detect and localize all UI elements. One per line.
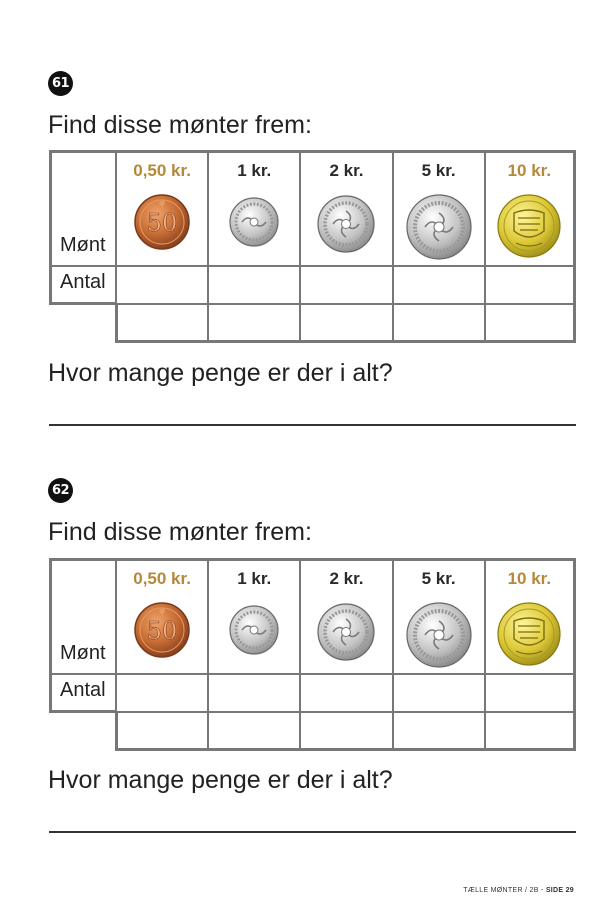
footer-title: TÆLLE MØNTER / 2B - <box>463 887 546 894</box>
value-input-cell[interactable] <box>207 305 299 343</box>
answer-line[interactable] <box>49 424 576 426</box>
exercise-prompt: Find disse mønter frem: <box>48 518 312 546</box>
coin-row <box>49 558 576 675</box>
coin-denomination: 5 kr. <box>421 569 456 588</box>
count-input-cell[interactable] <box>392 675 484 713</box>
coin-denomination: 2 kr. <box>329 569 364 588</box>
answer-line[interactable] <box>49 831 576 833</box>
value-row <box>49 305 576 343</box>
exercise-number-badge: 62 <box>48 478 73 503</box>
coin-denomination: 5 kr. <box>421 161 456 180</box>
coin-denomination: 0,50 kr. <box>133 569 191 588</box>
coin-5-kroner-image <box>394 193 484 263</box>
value-row-spacer <box>49 713 115 751</box>
coin-cell <box>392 558 484 675</box>
value-input-cell[interactable] <box>115 713 207 751</box>
coin-1-krone-image <box>209 601 299 671</box>
coin-cell <box>115 150 207 267</box>
count-input-cell[interactable] <box>115 675 207 713</box>
coin-row-label: Mønt <box>60 642 106 664</box>
count-input-cell[interactable] <box>207 267 299 305</box>
count-row-label: Antal <box>60 271 106 293</box>
coin-5-kroner-image <box>394 601 484 671</box>
coin-row-label-cell <box>49 150 115 267</box>
value-input-cell[interactable] <box>392 305 484 343</box>
coin-50-ore-image <box>117 601 207 671</box>
count-input-cell[interactable] <box>299 675 391 713</box>
coin-2-kroner-image <box>301 601 391 671</box>
exercise-number-badge: 61 <box>48 71 73 96</box>
coin-denomination: 10 kr. <box>507 569 552 588</box>
coin-1-krone-image <box>209 193 299 263</box>
coin-denomination: 10 kr. <box>507 161 552 180</box>
total-question: Hvor mange penge er der i alt? <box>48 766 393 794</box>
value-input-cell[interactable] <box>299 713 391 751</box>
count-input-cell[interactable] <box>207 675 299 713</box>
count-row-label: Antal <box>60 679 106 701</box>
coin-10-kroner-image <box>486 193 573 263</box>
exercise-prompt: Find disse mønter frem: <box>48 111 312 139</box>
coin-embossed-value: 50 <box>146 617 178 645</box>
coin-table <box>49 150 576 343</box>
coin-embossed-value: 50 <box>146 209 178 237</box>
count-input-cell[interactable] <box>299 267 391 305</box>
value-input-cell[interactable] <box>207 713 299 751</box>
total-question: Hvor mange penge er der i alt? <box>48 359 393 387</box>
count-input-cell[interactable] <box>392 267 484 305</box>
coin-cell <box>484 150 576 267</box>
coin-cell <box>207 558 299 675</box>
coin-cell <box>299 150 391 267</box>
value-input-cell[interactable] <box>484 305 576 343</box>
value-row-spacer <box>49 305 115 343</box>
coin-denomination: 2 kr. <box>329 161 364 180</box>
count-input-cell[interactable] <box>115 267 207 305</box>
coin-table <box>49 558 576 751</box>
count-input-cell[interactable] <box>484 675 576 713</box>
coin-10-kroner-image <box>486 601 573 671</box>
count-input-cell[interactable] <box>484 267 576 305</box>
coin-cell <box>115 558 207 675</box>
coin-cell <box>484 558 576 675</box>
coin-cell <box>207 150 299 267</box>
count-row-label-cell <box>49 267 115 305</box>
value-input-cell[interactable] <box>115 305 207 343</box>
count-row <box>49 675 576 713</box>
coin-denomination: 1 kr. <box>237 161 272 180</box>
page-number: SIDE 29 <box>545 887 574 894</box>
coin-2-kroner-image <box>301 193 391 263</box>
coin-denomination: 1 kr. <box>237 569 272 588</box>
coin-denomination: 0,50 kr. <box>133 161 191 180</box>
coin-row-label-cell <box>49 558 115 675</box>
page-footer <box>463 887 574 894</box>
coin-50-ore-image <box>117 193 207 263</box>
value-input-cell[interactable] <box>299 305 391 343</box>
value-row <box>49 713 576 751</box>
coin-cell <box>299 558 391 675</box>
coin-row-label: Mønt <box>60 234 106 256</box>
value-input-cell[interactable] <box>484 713 576 751</box>
count-row <box>49 267 576 305</box>
coin-cell <box>392 150 484 267</box>
count-row-label-cell <box>49 675 115 713</box>
value-input-cell[interactable] <box>392 713 484 751</box>
coin-row <box>49 150 576 267</box>
